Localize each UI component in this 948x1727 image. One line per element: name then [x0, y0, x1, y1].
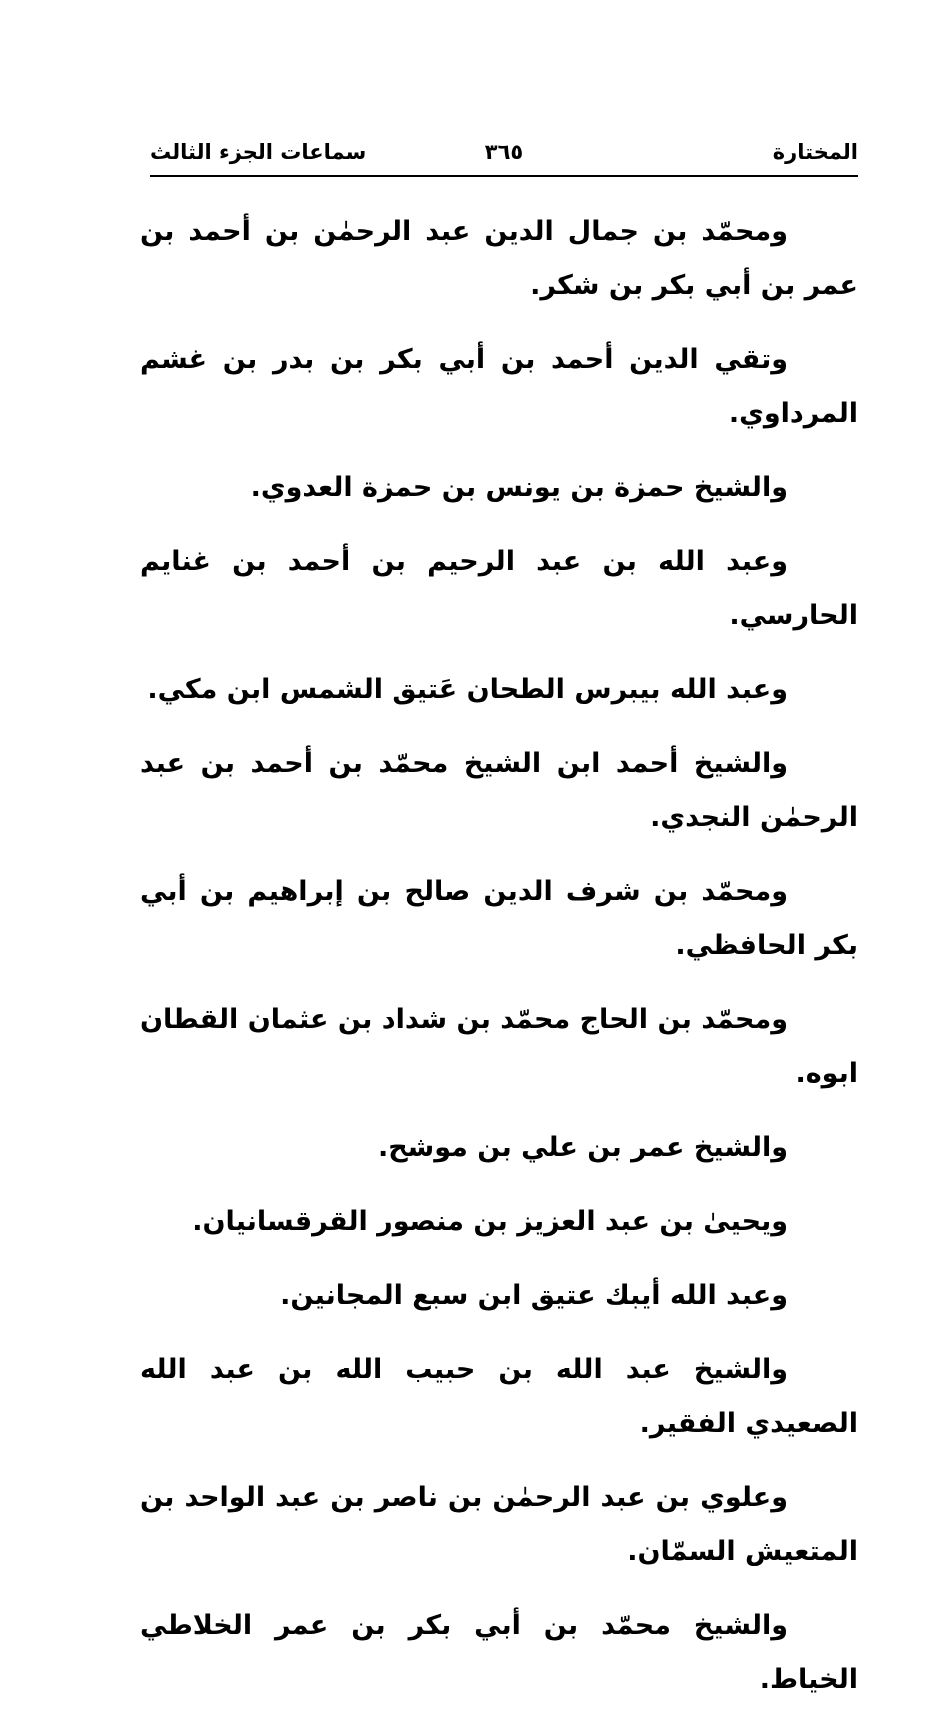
list-item: وعبد الله أيبك عتيق ابن سبع المجانين. [280, 1280, 788, 1311]
name-list [140, 205, 858, 1727]
list-item: ومحمّد بن الحاج محمّد بن شداد بن عثمان القطان ابوه. [140, 1004, 858, 1089]
list-item: ومحمّد بن شرف الدين صالح بن إبراهيم بن أبي بكر الحافظي. [140, 876, 858, 961]
list-item: وتقي الدين أحمد بن أبي بكر بن بدر بن غشم المرداوي. [140, 344, 858, 429]
section-title: سماعات الجزء الثالث [150, 140, 367, 164]
list-item: والشيخ حمزة بن يونس بن حمزة العدوي. [250, 472, 788, 503]
list-item: وعلوي بن عبد الرحمٰن بن ناصر بن عبد الواحد بن المتعيش السمّان. [140, 1482, 858, 1567]
list-item: والشيخ محمّد بن أبي بكر بن عمر الخلاطي الخياط. [140, 1610, 858, 1695]
header-rule [150, 175, 858, 177]
list-item: ومحمّد بن جمال الدين عبد الرحمٰن بن أحمد بن عمر بن أبي بكر بن شكر. [140, 216, 858, 301]
list-item: وعبد الله بيبرس الطحان عَتيق الشمس ابن مكي. [147, 674, 788, 705]
list-item: وعبد الله بن عبد الرحيم بن أحمد بن غنايم الحارسي. [140, 546, 858, 631]
list-item: ويحيىٰ بن عبد العزيز بن منصور القرقسانيان. [192, 1206, 788, 1237]
list-item: والشيخ عمر بن علي بن موشح. [377, 1132, 788, 1163]
list-item: والشيخ أحمد ابن الشيخ محمّد بن أحمد بن عبد الرحمٰن النجدي. [140, 748, 858, 833]
running-header [150, 138, 858, 174]
page-number: ٣٦٥ [484, 140, 524, 164]
book-title: المختارة [772, 140, 858, 164]
list-item: والشيخ عبد الله بن حبيب الله بن عبد الله الصعيدي الفقير. [140, 1354, 858, 1439]
